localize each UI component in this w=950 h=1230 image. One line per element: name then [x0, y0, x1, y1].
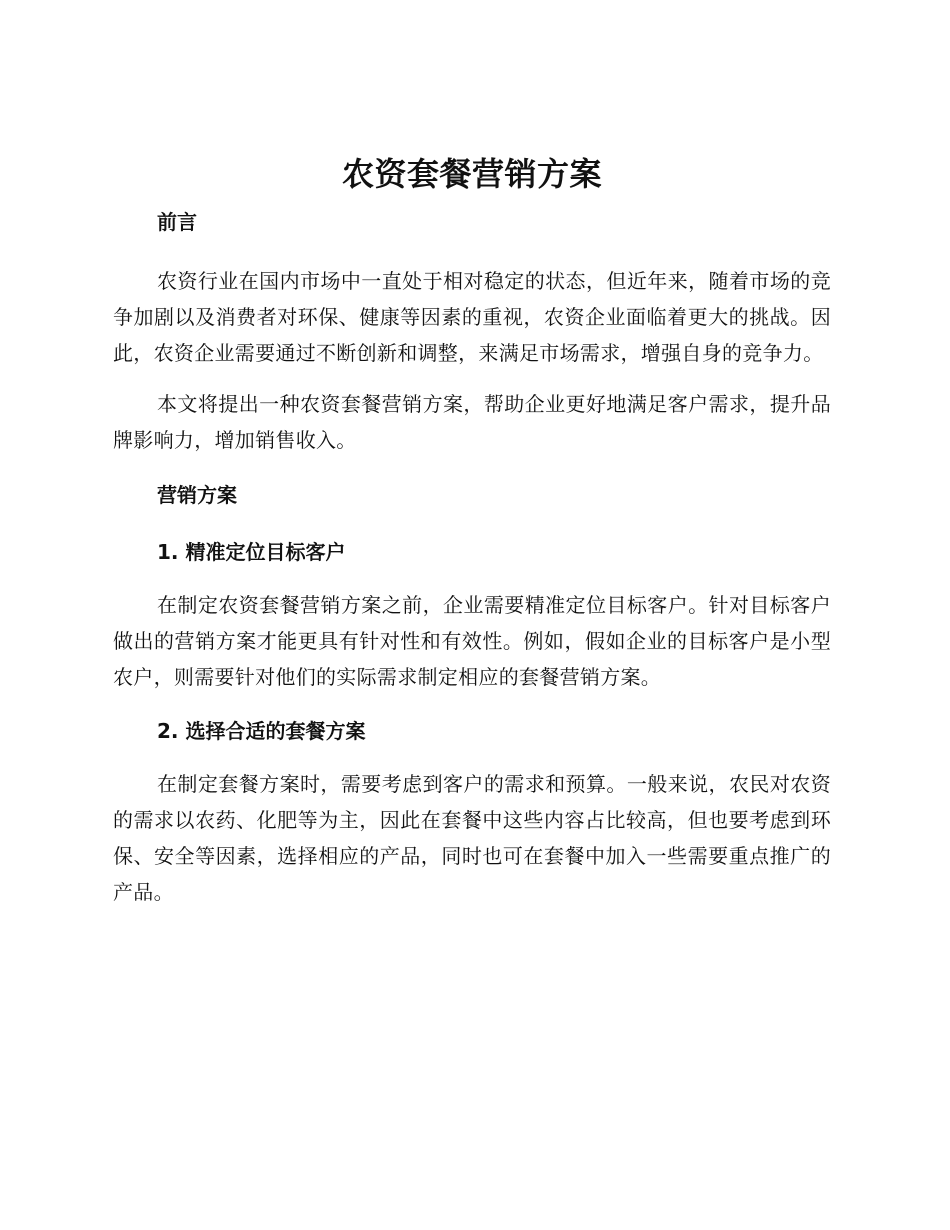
section-1-heading: 1. 精准定位目标客户 [157, 540, 346, 564]
section-2-heading: 2. 选择合适的套餐方案 [157, 719, 366, 743]
preface-heading: 前言 [157, 210, 197, 234]
document-title: 农资套餐营销方案 [341, 155, 602, 193]
document-body [113, 148, 831, 910]
preface-paragraph-2: 本文将提出一种农资套餐营销方案，帮助企业更好地满足客户需求，提升品牌影响力，增加销售收入。 [113, 392, 831, 452]
preface-paragraph-1: 农资行业在国内市场中一直处于相对稳定的状态，但近年来，随着市场的竞争加剧以及消费者对环保、健康等因素的重视，农资企业面临着更大的挑战。因此，农资企业需要通过不断创新和调整，来满足市场需求，增强自身的竞争力。 [113, 269, 831, 365]
section-2-paragraph: 在制定套餐方案时，需要考虑到客户的需求和预算。一般来说，农民对农资的需求以农药、化肥等为主，因此在套餐中这些内容占比较高，但也要考虑到环保、安全等因素，选择相应的产品，同时也可在套餐中加入一些需要重点推广的产品。 [113, 772, 831, 904]
section-1-paragraph: 在制定农资套餐营销方案之前，企业需要精准定位目标客户。针对目标客户做出的营销方案才能更具有针对性和有效性。例如，假如企业的目标客户是小型农户，则需要针对他们的实际需求制定相应的套餐营销方案。 [113, 593, 831, 689]
marketing-plan-heading: 营销方案 [157, 483, 237, 507]
